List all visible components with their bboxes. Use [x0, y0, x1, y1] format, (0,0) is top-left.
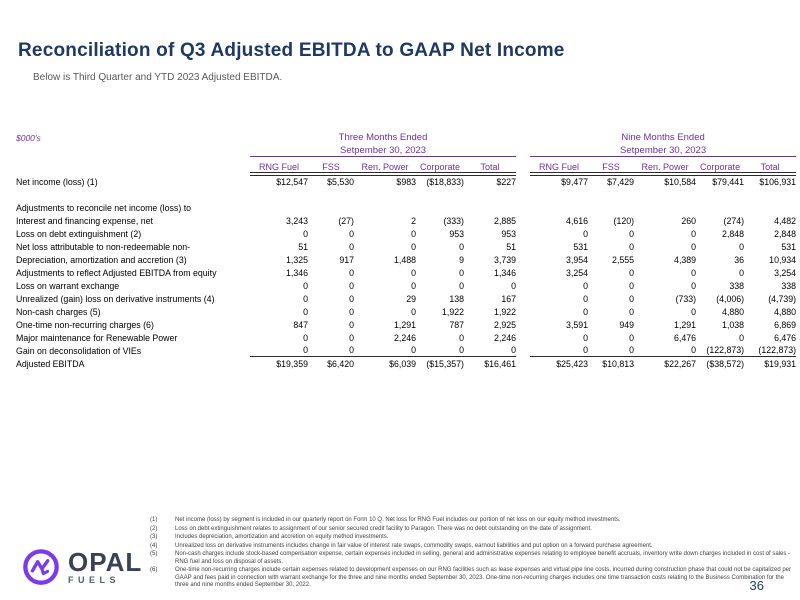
gap-cell — [516, 266, 530, 279]
value-cell: 0 — [411, 241, 416, 252]
footnote-item — [150, 551, 798, 566]
value-cell: 2,555 — [612, 254, 635, 265]
value-cell: 917 — [339, 254, 354, 265]
value-cell: 10,934 — [769, 254, 797, 265]
table-row — [16, 227, 796, 240]
value-cell: 4,389 — [674, 254, 697, 265]
gap-cell — [516, 201, 530, 214]
footnote-item — [150, 517, 798, 525]
value-cell: $6,420 — [327, 358, 354, 369]
ebitda-reconciliation-table — [16, 129, 796, 370]
gap-cell — [516, 279, 530, 292]
row-label: Adjusted EBITDA — [16, 358, 85, 369]
value-cell — [416, 201, 464, 214]
value-cell: 0 — [629, 280, 635, 291]
table-row — [16, 279, 796, 292]
value-cell: 0 — [629, 332, 635, 343]
value-cell: $19,359 — [276, 358, 308, 369]
gap-cell — [516, 214, 530, 227]
value-cell: 0 — [349, 306, 354, 317]
column-header-corporate: Corporate — [696, 157, 744, 173]
group-nine-months-date: Setpember 30, 2023 — [530, 143, 796, 157]
table-body — [16, 175, 796, 370]
value-cell: 1,922 — [494, 306, 517, 317]
value-cell: 0 — [583, 332, 589, 343]
row-label: Unrealized (gain) loss on derivative instruments (4) — [16, 293, 215, 304]
value-cell: 1,922 — [441, 306, 464, 317]
page-title: Reconciliation of Q3 Adjusted EBITDA to GAAP Net Income — [18, 40, 565, 61]
value-cell: (274) — [723, 215, 745, 226]
group-date-row — [16, 143, 796, 157]
footnote-number: (4) — [150, 542, 158, 549]
value-cell: 0 — [691, 228, 697, 239]
row-label: Net income (loss) (1) — [16, 176, 98, 187]
value-cell: (733) — [675, 293, 697, 304]
table-row — [16, 214, 796, 227]
gap-cell — [516, 305, 530, 318]
value-cell: 0 — [250, 344, 308, 357]
value-cell: 531 — [781, 241, 797, 252]
column-header-ren-power: Ren. Power — [634, 157, 696, 173]
table-row — [16, 318, 796, 331]
value-cell: 953 — [449, 228, 464, 239]
opal-fuels-logo — [22, 548, 142, 586]
value-cell: 0 — [459, 241, 464, 252]
table-row — [16, 240, 796, 253]
value-cell: 4,482 — [774, 215, 797, 226]
table-row — [16, 266, 796, 279]
value-cell: 1,291 — [674, 319, 697, 330]
value-cell: 0 — [739, 332, 745, 343]
column-header-fss: FSS — [588, 157, 634, 173]
value-cell: 949 — [619, 319, 635, 330]
value-cell: 0 — [530, 344, 588, 357]
value-cell: 0 — [308, 344, 354, 357]
value-cell: 0 — [629, 241, 635, 252]
footnote-text: Non-cash charges include stock-based compensation expense, certain expenses included in selling, general and administrative expenses relating to employee benefit accruals, inventory write down charges included in cost of sales - RNG fuel and loss on disposal of assets. — [175, 551, 791, 565]
gap-cell — [516, 253, 530, 266]
logo-wordmark: OPAL — [68, 546, 143, 577]
value-cell: 0 — [588, 344, 634, 357]
column-header-ren-power: Ren. Power — [354, 157, 416, 173]
opal-logo-icon — [22, 548, 60, 586]
value-cell: 1,325 — [285, 254, 308, 265]
column-header-rng-fuel: RNG Fuel — [530, 157, 588, 173]
value-cell: 0 — [464, 344, 516, 357]
gap-cell — [516, 227, 530, 240]
footnote-item — [150, 567, 798, 590]
row-label: Major maintenance for Renewable Power — [16, 332, 178, 343]
value-cell: 260 — [681, 215, 697, 226]
value-cell: 0 — [349, 293, 354, 304]
gap-cell — [516, 157, 530, 173]
value-cell: $7,429 — [588, 175, 634, 188]
value-cell: (120) — [613, 215, 635, 226]
footnote-text: Includes depreciation, amortization and accretion on equity method investments. — [175, 534, 389, 540]
table-row — [16, 188, 796, 201]
value-cell: (27) — [338, 215, 354, 226]
value-cell: 0 — [691, 280, 697, 291]
logo-sub-wordmark: FUELS — [68, 574, 121, 585]
empty-header-cell — [16, 143, 250, 157]
value-cell — [634, 201, 696, 214]
group-nine-months-title: Nine Months Ended — [621, 132, 705, 143]
table-row — [16, 357, 796, 370]
row-label: Interest and financing expense, net — [16, 215, 153, 226]
group-three-months-title: Three Months Ended — [338, 132, 428, 143]
value-cell: ($38,572) — [706, 358, 745, 369]
units-label: $000's — [16, 133, 41, 143]
value-cell: 2,848 — [722, 228, 745, 239]
value-cell: 6,476 — [774, 332, 797, 343]
value-cell: 0 — [459, 332, 464, 343]
value-cell: 9 — [459, 254, 464, 265]
value-cell: 0 — [739, 267, 745, 278]
value-cell: (4,739) — [768, 293, 797, 304]
value-cell: 3,591 — [566, 319, 589, 330]
value-cell: 2,925 — [494, 319, 517, 330]
column-header-total: Total — [744, 157, 796, 173]
value-cell — [696, 201, 744, 214]
value-cell — [354, 201, 416, 214]
value-cell: ($18,833) — [416, 175, 464, 188]
value-cell: 0 — [629, 228, 635, 239]
gap-cell — [516, 175, 530, 188]
value-cell: $19,931 — [764, 358, 797, 369]
value-cell: 953 — [501, 228, 517, 239]
value-cell: 531 — [573, 241, 589, 252]
gap-cell — [516, 240, 530, 253]
value-cell: 0 — [583, 293, 589, 304]
gap-cell — [516, 129, 530, 143]
value-cell: 4,880 — [722, 306, 745, 317]
value-cell: 0 — [303, 306, 308, 317]
value-cell: $106,931 — [744, 175, 796, 188]
gap-cell — [516, 331, 530, 344]
value-cell: 787 — [449, 319, 464, 330]
column-header-rng-fuel: RNG Fuel — [250, 157, 308, 173]
value-cell: 3,954 — [566, 254, 589, 265]
value-cell — [588, 201, 634, 214]
value-cell: 338 — [781, 280, 797, 291]
value-cell: 3,254 — [774, 267, 797, 278]
value-cell: 0 — [459, 267, 464, 278]
value-cell: $227 — [464, 175, 516, 188]
row-label: Depreciation, amortization and accretion (3) — [16, 254, 187, 265]
value-cell: 0 — [303, 332, 308, 343]
row-label: Loss on debt extinguishment (2) — [16, 228, 142, 239]
value-cell: 36 — [734, 254, 745, 265]
value-cell: 0 — [411, 280, 416, 291]
value-cell: 2,246 — [494, 332, 517, 343]
group-title-row — [16, 129, 796, 143]
footnote-item — [150, 534, 798, 542]
value-cell: $10,584 — [634, 175, 696, 188]
value-cell: 0 — [459, 280, 464, 291]
column-header-corporate: Corporate — [416, 157, 464, 173]
gap-cell — [516, 292, 530, 305]
value-cell: 0 — [349, 280, 354, 291]
value-cell: 0 — [691, 306, 697, 317]
value-cell: 0 — [411, 267, 416, 278]
value-cell: 0 — [416, 344, 464, 357]
gap-cell — [516, 143, 530, 157]
value-cell: 0 — [411, 306, 416, 317]
footnote-number: (1) — [150, 517, 158, 523]
value-cell: $983 — [354, 175, 416, 188]
value-cell — [464, 201, 516, 214]
footnote-text: Loss on debt extinguishment relates to assignment of our senior secured credit facility to Paragon. There was no debt outstanding on the date of assignment. — [175, 525, 592, 532]
value-cell: (122,873) — [744, 344, 796, 357]
footnotes — [150, 517, 798, 591]
footnote-number: (5) — [150, 551, 158, 557]
row-label: Adjustments to reconcile net income (loss) to — [16, 202, 192, 213]
value-cell: 1,346 — [285, 267, 308, 278]
value-cell — [308, 201, 354, 214]
row-label: Net loss attributable to non-redeemable non- — [16, 241, 191, 252]
value-cell: (333) — [443, 215, 464, 226]
row-label: One-time non-recurring charges (6) — [16, 319, 154, 330]
value-cell: 3,243 — [285, 215, 308, 226]
value-cell: $79,441 — [696, 175, 744, 188]
value-cell: 1,346 — [494, 267, 517, 278]
table-row — [16, 292, 796, 305]
table-row — [16, 344, 796, 357]
value-cell: 338 — [729, 280, 745, 291]
table-row — [16, 305, 796, 318]
value-cell: 0 — [349, 319, 354, 330]
gap-cell — [516, 344, 530, 357]
column-header-fss: FSS — [308, 157, 354, 173]
table-row — [16, 331, 796, 344]
footnote-text: Net income (loss) by segment is included in our quarterly report on Form 10 Q. Net loss for RNG Fuel includes our portion of net loss on our equity method investments. — [175, 517, 621, 523]
column-header-row — [16, 157, 796, 173]
value-cell — [250, 201, 308, 214]
value-cell: 0 — [739, 241, 745, 252]
value-cell: 2,848 — [774, 228, 797, 239]
value-cell: 167 — [501, 293, 517, 304]
value-cell: $25,423 — [556, 358, 589, 369]
value-cell: 0 — [629, 267, 635, 278]
value-cell: 0 — [411, 228, 416, 239]
value-cell: $9,477 — [530, 175, 588, 188]
value-cell: (122,873) — [696, 344, 744, 357]
value-cell: (4,006) — [716, 293, 745, 304]
row-label: Loss on warrant exchange — [16, 280, 120, 291]
value-cell: $6,039 — [389, 358, 416, 369]
value-cell: 0 — [354, 344, 416, 357]
gap-cell — [516, 357, 530, 370]
value-cell: 0 — [511, 280, 517, 291]
value-cell: 0 — [349, 267, 354, 278]
column-header-total: Total — [464, 157, 516, 173]
value-cell: 0 — [629, 293, 635, 304]
footnote-number: (3) — [150, 534, 158, 540]
value-cell: 0 — [629, 306, 635, 317]
row-label: Gain on deconsolidation of VIEs — [16, 345, 142, 356]
value-cell: 3,254 — [566, 267, 589, 278]
value-cell: 0 — [634, 344, 696, 357]
value-cell: $5,530 — [308, 175, 354, 188]
gap-cell — [516, 318, 530, 331]
value-cell: 138 — [449, 293, 464, 304]
value-cell: 0 — [349, 228, 354, 239]
footnote-item — [150, 526, 798, 534]
page-number: 36 — [749, 578, 764, 593]
value-cell: 0 — [583, 280, 589, 291]
footnote-item — [150, 543, 798, 551]
value-cell: 51 — [506, 241, 517, 252]
value-cell: 0 — [691, 267, 697, 278]
footnote-number: (2) — [150, 525, 158, 532]
value-cell: 6,869 — [774, 319, 797, 330]
footnote-text: Unrealized loss on derivative instruments includes change in fair value of interest rate swaps, commodity swaps, earnout liabilities and put option on a forward purchase agreement. — [175, 542, 653, 549]
footnote-text: One-time non-recurring charges include certain expenses related to development expenses on our RNG facilities such as lease expenses and virtual pipe line costs, incurred during construction phase that could not be capitalized per GAAP and fees paid in connection with warrant exchange for the three and nine months ended September 30, 2023. One-time non-recurring charges includes one time transaction costs relating to the Business Combination for the three and nine months ended September 30, 2022. — [175, 567, 792, 588]
value-cell: 1,291 — [393, 319, 416, 330]
value-cell: 4,616 — [566, 215, 589, 226]
value-cell — [744, 201, 796, 214]
value-cell: 0 — [303, 228, 308, 239]
value-cell: 0 — [303, 280, 308, 291]
spacer-cell — [16, 188, 796, 201]
value-cell: $12,547 — [250, 175, 308, 188]
table-row — [16, 201, 796, 214]
value-cell — [530, 201, 588, 214]
row-label: Non-cash charges (5) — [16, 306, 101, 317]
value-cell: $10,813 — [602, 358, 635, 369]
value-cell: 0 — [583, 306, 589, 317]
value-cell: 2 — [411, 215, 416, 226]
value-cell: 51 — [298, 241, 308, 252]
value-cell: 6,476 — [674, 332, 697, 343]
value-cell: ($15,357) — [426, 358, 464, 369]
value-cell: 2,246 — [393, 332, 416, 343]
empty-header-cell — [16, 157, 250, 173]
value-cell: 2,885 — [494, 215, 517, 226]
page-subtitle: Below is Third Quarter and YTD 2023 Adjusted EBITDA. — [33, 72, 283, 83]
value-cell: 4,880 — [774, 306, 797, 317]
value-cell: $16,461 — [484, 358, 517, 369]
value-cell: 0 — [691, 241, 697, 252]
value-cell: 3,739 — [494, 254, 517, 265]
value-cell: 29 — [406, 293, 416, 304]
value-cell: 0 — [583, 228, 589, 239]
table-row — [16, 175, 796, 188]
value-cell: 0 — [349, 332, 354, 343]
value-cell: 0 — [349, 241, 354, 252]
empty-header-cell — [16, 129, 250, 143]
value-cell: 1,038 — [722, 319, 745, 330]
opal-logo-text — [68, 546, 143, 585]
group-three-months-date: Setpember 30, 2023 — [250, 143, 516, 157]
value-cell: 847 — [293, 319, 308, 330]
value-cell: 0 — [303, 293, 308, 304]
row-label: Adjustments to reflect Adjusted EBITDA from equity — [16, 267, 217, 278]
table-row — [16, 253, 796, 266]
value-cell: $22,267 — [664, 358, 697, 369]
footnote-number: (6) — [150, 567, 158, 573]
value-cell: 1,488 — [393, 254, 416, 265]
